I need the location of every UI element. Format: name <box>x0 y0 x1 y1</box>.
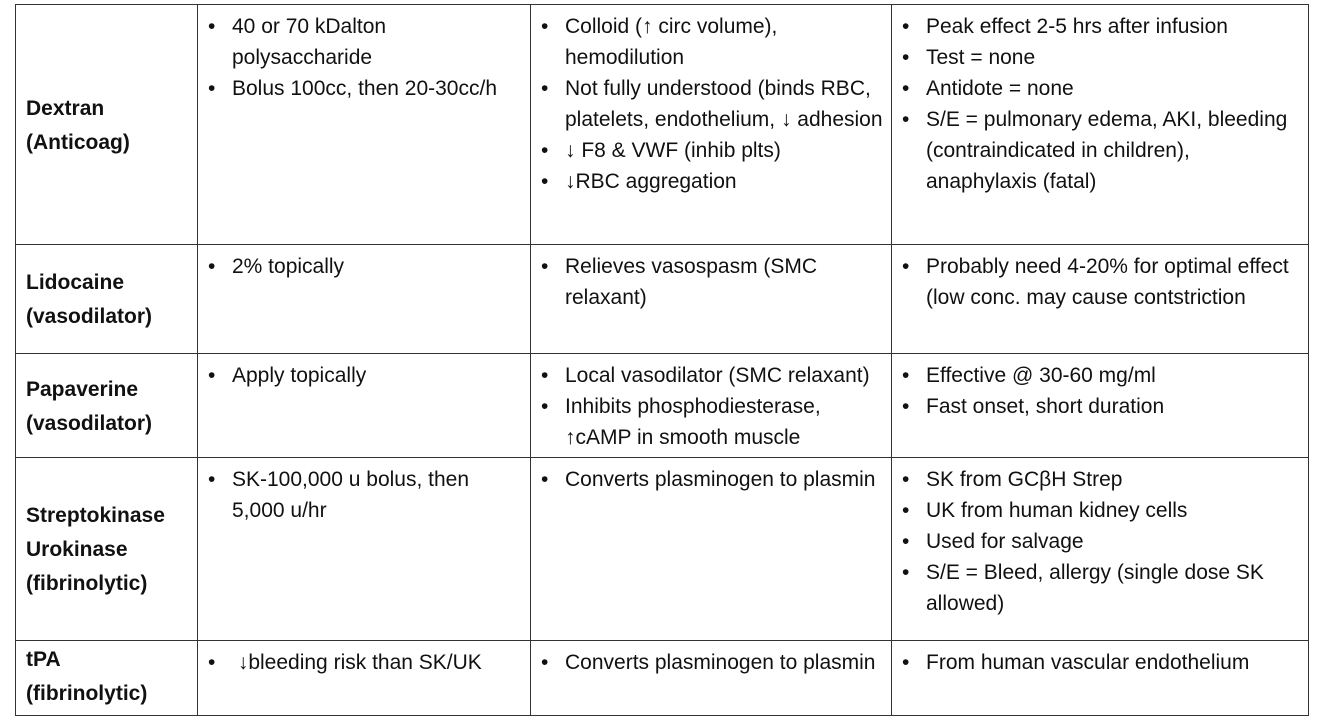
list-item: • Apply topically <box>202 360 526 391</box>
dose-cell <box>198 641 531 716</box>
table-row-streptokinase-urokinase <box>16 458 1309 641</box>
drug-name: Dextran <box>26 96 105 120</box>
list-item: • SK-100,000 u bolus, then 5,000 u/hr <box>202 464 526 526</box>
drug-name: Lidocaine <box>26 271 125 294</box>
drug-name-secondary: Urokinase <box>26 538 128 561</box>
dose-cell <box>198 5 531 245</box>
drug-name: Streptokinase <box>26 504 165 527</box>
list-item: • Peak effect 2-5 hrs after infusion <box>896 11 1304 42</box>
list-item: • ↓RBC aggregation <box>535 166 887 197</box>
list-item: • From human vascular endothelium <box>896 647 1304 678</box>
mechanism-cell <box>531 245 892 354</box>
drug-class: (vasodilator) <box>26 411 153 435</box>
notes-cell <box>892 354 1309 458</box>
list-item: • Converts plasminogen to plasmin <box>535 464 887 495</box>
drug-class: (Anticoag) <box>26 130 130 154</box>
table-row-papaverine <box>16 354 1309 458</box>
drug-name-cell <box>16 458 198 641</box>
list-item: • UK from human kidney cells <box>896 495 1304 526</box>
dose-cell <box>198 458 531 641</box>
list-item: • ↓ F8 & VWF (inhib plts) <box>535 135 887 166</box>
list-item: • Converts plasminogen to plasmin <box>535 647 887 678</box>
list-item: • Not fully understood (binds RBC, platelets, endothelium, ↓ adhesion <box>535 73 887 135</box>
drug-name-cell <box>16 5 198 245</box>
mechanism-cell <box>531 641 892 716</box>
drug-name: Papaverine <box>26 377 139 401</box>
notes-cell <box>892 458 1309 641</box>
table-row-tpa <box>16 641 1309 716</box>
list-item: • Fast onset, short duration <box>896 391 1304 422</box>
list-item: • S/E = pulmonary edema, AKI, bleeding (contraindicated in children), anaphylaxis (fatal) <box>896 104 1304 197</box>
mechanism-cell <box>531 354 892 458</box>
list-item: • 2% topically <box>202 251 526 282</box>
list-item: • Used for salvage <box>896 526 1304 557</box>
list-item: • ↓bleeding risk than SK/UK <box>202 647 526 678</box>
drug-class: (vasodilator) <box>26 305 153 328</box>
notes-cell <box>892 245 1309 354</box>
notes-cell <box>892 641 1309 716</box>
table-row-dextran <box>16 5 1309 245</box>
dose-cell <box>198 245 531 354</box>
list-item: • Relieves vasospasm (SMC relaxant) <box>535 251 887 313</box>
drug-name-cell <box>16 245 198 354</box>
list-item: • Colloid (↑ circ volume), hemodilution <box>535 11 887 73</box>
drug-class: (fibrinolytic) <box>26 682 148 705</box>
dose-cell <box>198 354 531 458</box>
list-item: • Bolus 100cc, then 20-30cc/h <box>202 73 526 104</box>
drug-table <box>15 4 1309 716</box>
drug-name-cell <box>16 354 198 458</box>
list-item: • SK from GCβH Strep <box>896 464 1304 495</box>
table-row-lidocaine <box>16 245 1309 354</box>
drug-class: (fibrinolytic) <box>26 572 148 595</box>
list-item: • 40 or 70 kDalton polysaccharide <box>202 11 526 73</box>
list-item: • Effective @ 30-60 mg/ml <box>896 360 1304 391</box>
list-item: • Inhibits phosphodiesterase, ↑cAMP in smooth muscle <box>535 391 887 453</box>
list-item: • S/E = Bleed, allergy (single dose SK allowed) <box>896 557 1304 619</box>
drug-name: tPA <box>26 648 61 671</box>
drug-name-cell <box>16 641 198 716</box>
list-item: • Probably need 4-20% for optimal effect (low conc. may cause contstriction <box>896 251 1304 313</box>
mechanism-cell <box>531 5 892 245</box>
notes-cell <box>892 5 1309 245</box>
list-item: • Local vasodilator (SMC relaxant) <box>535 360 887 391</box>
mechanism-cell <box>531 458 892 641</box>
list-item: • Antidote = none <box>896 73 1304 104</box>
list-item: • Test = none <box>896 42 1304 73</box>
